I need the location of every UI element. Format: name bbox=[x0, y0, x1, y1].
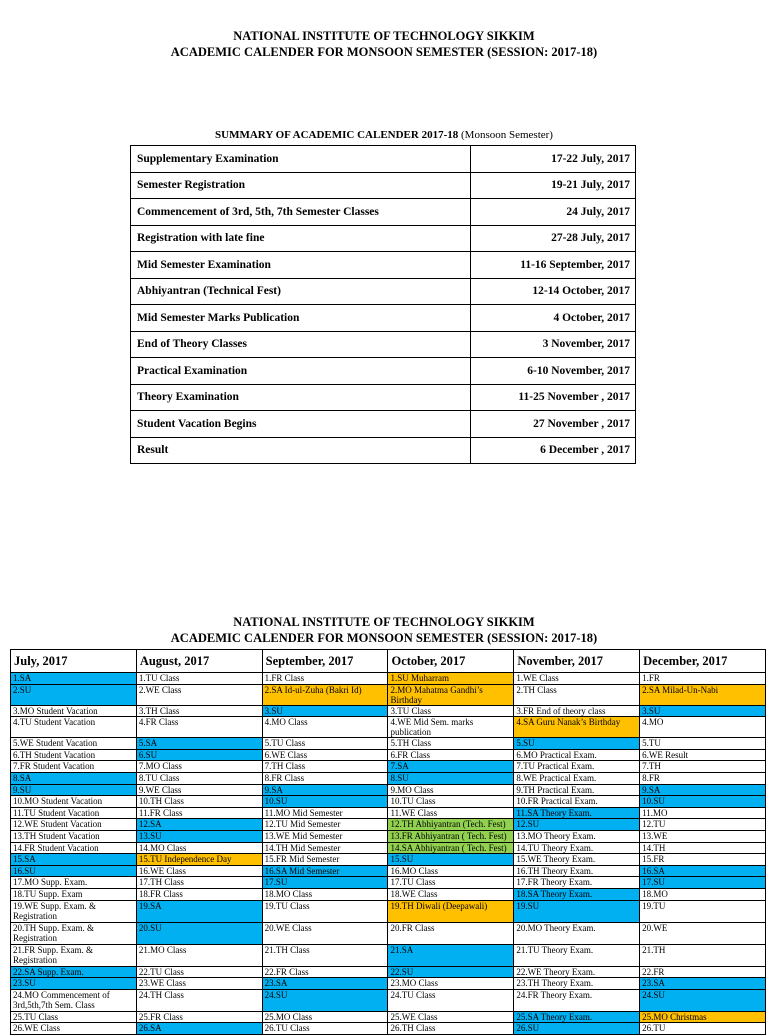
day-cell: 7.TH bbox=[640, 761, 766, 773]
calendar-row bbox=[11, 978, 766, 990]
summary-event: Registration with late fine bbox=[131, 225, 471, 252]
day-cell: 8.SA bbox=[11, 772, 137, 784]
day-cell: 8.WE Practical Exam. bbox=[514, 772, 640, 784]
day-cell: 10.SU bbox=[262, 796, 388, 808]
calendar-row bbox=[11, 966, 766, 978]
calendar-row bbox=[11, 673, 766, 685]
day-cell: 15.FR Mid Semester bbox=[262, 854, 388, 866]
day-cell: 6.WE Class bbox=[262, 749, 388, 761]
summary-title-main: SUMMARY OF ACADEMIC CALENDER 2017-18 bbox=[215, 129, 459, 141]
day-cell: 7.MO Class bbox=[136, 761, 262, 773]
day-cell: 16.WE Class bbox=[136, 865, 262, 877]
day-cell: 25.SA Theory Exam. bbox=[514, 1011, 640, 1023]
calendar-row bbox=[11, 807, 766, 819]
summary-event: Commencement of 3rd, 5th, 7th Semester Classes bbox=[131, 199, 471, 226]
day-cell: 21.TU Theory Exam. bbox=[514, 944, 640, 966]
day-cell: 26.TU bbox=[640, 1023, 766, 1035]
day-cell: 6.FR Class bbox=[388, 749, 514, 761]
summary-event: Semester Registration bbox=[131, 172, 471, 199]
day-cell: 8.SU bbox=[388, 772, 514, 784]
day-cell: 26.WE Class bbox=[11, 1023, 137, 1035]
day-cell: 2.MO Mahatma Gandhi’s Birthday bbox=[388, 684, 514, 705]
calendar-header-institute: NATIONAL INSTITUTE OF TECHNOLOGY SIKKIM bbox=[233, 615, 535, 629]
day-cell: 24.TH Class bbox=[136, 989, 262, 1011]
day-cell: 13.WE bbox=[640, 830, 766, 842]
summary-event: Theory Examination bbox=[131, 384, 471, 411]
calendar-header-title: ACADEMIC CALENDER FOR MONSOON SEMESTER (SESSION: 2017-18) bbox=[170, 631, 598, 645]
day-cell: 18.SA Theory Exam. bbox=[514, 888, 640, 900]
calendar-row bbox=[11, 819, 766, 831]
day-cell: 5.SA bbox=[136, 738, 262, 750]
day-cell: 18.MO Class bbox=[262, 888, 388, 900]
day-cell: 20.MO Theory Exam. bbox=[514, 922, 640, 944]
calendar-row bbox=[11, 772, 766, 784]
month-header: September, 2017 bbox=[262, 650, 388, 673]
calendar-row bbox=[11, 684, 766, 705]
day-cell: 14.MO Class bbox=[136, 842, 262, 854]
day-cell: 16.MO Class bbox=[388, 865, 514, 877]
calendar-row bbox=[11, 842, 766, 854]
day-cell: 3.TU Class bbox=[388, 705, 514, 717]
calendar-row bbox=[11, 944, 766, 966]
day-cell: 23.TH Theory Exam. bbox=[514, 978, 640, 990]
summary-title bbox=[0, 128, 768, 142]
day-cell: 11.MO bbox=[640, 807, 766, 819]
summary-table bbox=[130, 145, 636, 464]
day-cell: 18.TU Supp. Exam bbox=[11, 888, 137, 900]
day-cell: 4.TU Student Vacation bbox=[11, 717, 137, 738]
day-cell: 6.TH Student Vacation bbox=[11, 749, 137, 761]
day-cell: 12.TU Mid Semester bbox=[262, 819, 388, 831]
header-institute: NATIONAL INSTITUTE OF TECHNOLOGY SIKKIM bbox=[233, 29, 535, 43]
day-cell: 12.WE Student Vacation bbox=[11, 819, 137, 831]
day-cell: 20.FR Class bbox=[388, 922, 514, 944]
day-cell: 9.SU bbox=[11, 784, 137, 796]
day-cell: 9.SA bbox=[262, 784, 388, 796]
calendar-table bbox=[10, 649, 766, 1035]
calendar-row bbox=[11, 854, 766, 866]
day-cell: 1.WE Class bbox=[514, 673, 640, 685]
day-cell: 24.TU Class bbox=[388, 989, 514, 1011]
calendar-header bbox=[0, 614, 768, 646]
day-cell: 14.TU Theory Exam. bbox=[514, 842, 640, 854]
summary-event: Mid Semester Marks Publication bbox=[131, 305, 471, 332]
day-cell: 22.FR bbox=[640, 966, 766, 978]
day-cell: 2.WE Class bbox=[136, 684, 262, 705]
summary-date: 11-25 November , 2017 bbox=[471, 384, 636, 411]
summary-date: 11-16 September, 2017 bbox=[471, 252, 636, 279]
day-cell: 18.FR Class bbox=[136, 888, 262, 900]
summary-event: End of Theory Classes bbox=[131, 331, 471, 358]
day-cell: 15.SU bbox=[388, 854, 514, 866]
day-cell: 15.FR bbox=[640, 854, 766, 866]
day-cell: 18.WE Class bbox=[388, 888, 514, 900]
day-cell: 24.SU bbox=[640, 989, 766, 1011]
summary-row bbox=[131, 411, 636, 438]
day-cell: 5.SU bbox=[514, 738, 640, 750]
day-cell: 26.TU Class bbox=[262, 1023, 388, 1035]
day-cell: 23.SU bbox=[11, 978, 137, 990]
day-cell: 7.TU Practical Exam. bbox=[514, 761, 640, 773]
day-cell: 14.SA Abhiyantran ( Tech. Fest) bbox=[388, 842, 514, 854]
day-cell: 16.SU bbox=[11, 865, 137, 877]
day-cell: 13.FR Abhiyantran ( Tech. Fest) bbox=[388, 830, 514, 842]
calendar-row bbox=[11, 717, 766, 738]
calendar-row bbox=[11, 989, 766, 1011]
page-header bbox=[0, 28, 768, 60]
day-cell: 13.SU bbox=[136, 830, 262, 842]
day-cell: 11.MO Mid Semester bbox=[262, 807, 388, 819]
summary-row bbox=[131, 305, 636, 332]
calendar-row bbox=[11, 761, 766, 773]
day-cell: 3.FR End of theory class bbox=[514, 705, 640, 717]
day-cell: 1.FR Class bbox=[262, 673, 388, 685]
day-cell: 26.SU bbox=[514, 1023, 640, 1035]
day-cell: 2.SU bbox=[11, 684, 137, 705]
calendar-row bbox=[11, 738, 766, 750]
day-cell: 2.SA Milad-Un-Nabi bbox=[640, 684, 766, 705]
day-cell: 21.MO Class bbox=[136, 944, 262, 966]
day-cell: 10.TU Class bbox=[388, 796, 514, 808]
day-cell: 10.FR Practical Exam. bbox=[514, 796, 640, 808]
day-cell: 12.SU bbox=[514, 819, 640, 831]
day-cell: 22.SU bbox=[388, 966, 514, 978]
summary-date: 6 December , 2017 bbox=[471, 437, 636, 464]
calendar-row bbox=[11, 1023, 766, 1035]
calendar-row bbox=[11, 922, 766, 944]
summary-row bbox=[131, 225, 636, 252]
day-cell: 6.SU bbox=[136, 749, 262, 761]
day-cell: 21.TH bbox=[640, 944, 766, 966]
day-cell: 6.WE Result bbox=[640, 749, 766, 761]
day-cell: 17.SU bbox=[262, 877, 388, 889]
day-cell: 24.FR Theory Exam. bbox=[514, 989, 640, 1011]
day-cell: 8.TU Class bbox=[136, 772, 262, 784]
day-cell: 23.WE Class bbox=[136, 978, 262, 990]
day-cell: 4.WE Mid Sem. marks publication bbox=[388, 717, 514, 738]
day-cell: 3.SU bbox=[262, 705, 388, 717]
summary-row bbox=[131, 437, 636, 464]
day-cell: 23.MO Class bbox=[388, 978, 514, 990]
day-cell: 20.SU bbox=[136, 922, 262, 944]
day-cell: 19.TU bbox=[640, 900, 766, 922]
calendar-row bbox=[11, 877, 766, 889]
day-cell: 25.FR Class bbox=[136, 1011, 262, 1023]
day-cell: 20.TH Supp. Exam. & Registration bbox=[11, 922, 137, 944]
summary-date: 17-22 July, 2017 bbox=[471, 146, 636, 173]
summary-row bbox=[131, 358, 636, 385]
calendar-row bbox=[11, 900, 766, 922]
day-cell: 10.TH Class bbox=[136, 796, 262, 808]
day-cell: 3.SU bbox=[640, 705, 766, 717]
day-cell: 14.FR Student Vacation bbox=[11, 842, 137, 854]
day-cell: 18.MO bbox=[640, 888, 766, 900]
summary-event: Supplementary Examination bbox=[131, 146, 471, 173]
day-cell: 5.TH Class bbox=[388, 738, 514, 750]
day-cell: 26.SA bbox=[136, 1023, 262, 1035]
day-cell: 25.MO Christmas bbox=[640, 1011, 766, 1023]
day-cell: 4.SA Guru Nanak’s Birthday bbox=[514, 717, 640, 738]
day-cell: 1.FR bbox=[640, 673, 766, 685]
day-cell: 11.TU Student Vacation bbox=[11, 807, 137, 819]
day-cell: 13.MO Theory Exam. bbox=[514, 830, 640, 842]
day-cell: 9.MO Class bbox=[388, 784, 514, 796]
day-cell: 4.FR Class bbox=[136, 717, 262, 738]
day-cell: 8.FR Class bbox=[262, 772, 388, 784]
summary-event: Abhiyantran (Technical Fest) bbox=[131, 278, 471, 305]
day-cell: 26.TH Class bbox=[388, 1023, 514, 1035]
summary-date: 27-28 July, 2017 bbox=[471, 225, 636, 252]
calendar-row bbox=[11, 888, 766, 900]
day-cell: 9.TH Practical Exam. bbox=[514, 784, 640, 796]
day-cell: 11.FR Class bbox=[136, 807, 262, 819]
day-cell: 23.SA bbox=[262, 978, 388, 990]
day-cell: 22.TU Class bbox=[136, 966, 262, 978]
summary-date: 3 November, 2017 bbox=[471, 331, 636, 358]
day-cell: 10.MO Student Vacation bbox=[11, 796, 137, 808]
day-cell: 1.TU Class bbox=[136, 673, 262, 685]
day-cell: 5.TU bbox=[640, 738, 766, 750]
calendar-row bbox=[11, 1011, 766, 1023]
summary-event: Student Vacation Begins bbox=[131, 411, 471, 438]
day-cell: 12.TH Abhiyantran (Tech. Fest) bbox=[388, 819, 514, 831]
day-cell: 14.TH bbox=[640, 842, 766, 854]
summary-event: Practical Examination bbox=[131, 358, 471, 385]
day-cell: 22.WE Theory Exam. bbox=[514, 966, 640, 978]
summary-date: 6-10 November, 2017 bbox=[471, 358, 636, 385]
day-cell: 13.WE Mid Semester bbox=[262, 830, 388, 842]
day-cell: 3.MO Student Vacation bbox=[11, 705, 137, 717]
day-cell: 9.SA bbox=[640, 784, 766, 796]
day-cell: 21.TH Class bbox=[262, 944, 388, 966]
calendar-row bbox=[11, 784, 766, 796]
day-cell: 21.SA bbox=[388, 944, 514, 966]
summary-row bbox=[131, 384, 636, 411]
summary-date: 19-21 July, 2017 bbox=[471, 172, 636, 199]
day-cell: 17.FR Theory Exam. bbox=[514, 877, 640, 889]
day-cell: 21.FR Supp. Exam. & Registration bbox=[11, 944, 137, 966]
summary-row bbox=[131, 252, 636, 279]
day-cell: 12.SA bbox=[136, 819, 262, 831]
summary-row bbox=[131, 172, 636, 199]
day-cell: 2.SA Id-ul-Zuha (Bakri Id) bbox=[262, 684, 388, 705]
day-cell: 17.TH Class bbox=[136, 877, 262, 889]
day-cell: 1.SA bbox=[11, 673, 137, 685]
day-cell: 2.TH Class bbox=[514, 684, 640, 705]
day-cell: 24.MO Commencement of 3rd,5th,7th Sem. Class bbox=[11, 989, 137, 1011]
day-cell: 25.MO Class bbox=[262, 1011, 388, 1023]
calendar-row bbox=[11, 705, 766, 717]
calendar-row bbox=[11, 796, 766, 808]
day-cell: 8.FR bbox=[640, 772, 766, 784]
day-cell: 20.WE Class bbox=[262, 922, 388, 944]
day-cell: 6.MO Practical Exam. bbox=[514, 749, 640, 761]
header-calendar-title: ACADEMIC CALENDER FOR MONSOON SEMESTER (SESSION: 2017-18) bbox=[170, 45, 598, 59]
day-cell: 17.TU Class bbox=[388, 877, 514, 889]
day-cell: 12.TU bbox=[640, 819, 766, 831]
day-cell: 25.WE Class bbox=[388, 1011, 514, 1023]
day-cell: 15.TU Independence Day bbox=[136, 854, 262, 866]
summary-event: Result bbox=[131, 437, 471, 464]
day-cell: 3.TH Class bbox=[136, 705, 262, 717]
day-cell: 22.SA Supp. Exam. bbox=[11, 966, 137, 978]
day-cell: 7.SA bbox=[388, 761, 514, 773]
summary-row bbox=[131, 199, 636, 226]
summary-row bbox=[131, 278, 636, 305]
day-cell: 24.SU bbox=[262, 989, 388, 1011]
day-cell: 11.SA Theory Exam. bbox=[514, 807, 640, 819]
month-header: October, 2017 bbox=[388, 650, 514, 673]
day-cell: 19.TU Class bbox=[262, 900, 388, 922]
summary-date: 24 July, 2017 bbox=[471, 199, 636, 226]
day-cell: 10.SU bbox=[640, 796, 766, 808]
day-cell: 19.WE Supp. Exam. & Registration bbox=[11, 900, 137, 922]
month-header: August, 2017 bbox=[136, 650, 262, 673]
summary-date: 12-14 October, 2017 bbox=[471, 278, 636, 305]
day-cell: 14.TH Mid Semester bbox=[262, 842, 388, 854]
day-cell: 15.WE Theory Exam. bbox=[514, 854, 640, 866]
summary-row bbox=[131, 146, 636, 173]
day-cell: 16.TH Theory Exam. bbox=[514, 865, 640, 877]
day-cell: 17.SU bbox=[640, 877, 766, 889]
day-cell: 4.MO Class bbox=[262, 717, 388, 738]
day-cell: 17.MO Supp. Exam. bbox=[11, 877, 137, 889]
day-cell: 15.SA bbox=[11, 854, 137, 866]
day-cell: 22.FR Class bbox=[262, 966, 388, 978]
calendar-row bbox=[11, 749, 766, 761]
day-cell: 16.SA bbox=[640, 865, 766, 877]
day-cell: 7.TH Class bbox=[262, 761, 388, 773]
summary-date: 4 October, 2017 bbox=[471, 305, 636, 332]
day-cell: 1.SU Muharram bbox=[388, 673, 514, 685]
day-cell: 7.FR Student Vacation bbox=[11, 761, 137, 773]
day-cell: 16.SA Mid Semester bbox=[262, 865, 388, 877]
calendar-row bbox=[11, 830, 766, 842]
day-cell: 25.TU Class bbox=[11, 1011, 137, 1023]
day-cell: 9.WE Class bbox=[136, 784, 262, 796]
summary-event: Mid Semester Examination bbox=[131, 252, 471, 279]
month-header: July, 2017 bbox=[11, 650, 137, 673]
day-cell: 19.SA bbox=[136, 900, 262, 922]
summary-title-suffix: (Monsoon Semester) bbox=[458, 129, 553, 141]
day-cell: 19.SU bbox=[514, 900, 640, 922]
day-cell: 23.SA bbox=[640, 978, 766, 990]
month-header: November, 2017 bbox=[514, 650, 640, 673]
month-header: December, 2017 bbox=[640, 650, 766, 673]
day-cell: 19.TH Diwali (Deepawali) bbox=[388, 900, 514, 922]
day-cell: 11.WE Class bbox=[388, 807, 514, 819]
summary-row bbox=[131, 331, 636, 358]
calendar-row bbox=[11, 865, 766, 877]
day-cell: 5.TU Class bbox=[262, 738, 388, 750]
day-cell: 20.WE bbox=[640, 922, 766, 944]
summary-date: 27 November , 2017 bbox=[471, 411, 636, 438]
day-cell: 4.MO bbox=[640, 717, 766, 738]
day-cell: 13.TH Student Vacation bbox=[11, 830, 137, 842]
day-cell: 5.WE Student Vacation bbox=[11, 738, 137, 750]
